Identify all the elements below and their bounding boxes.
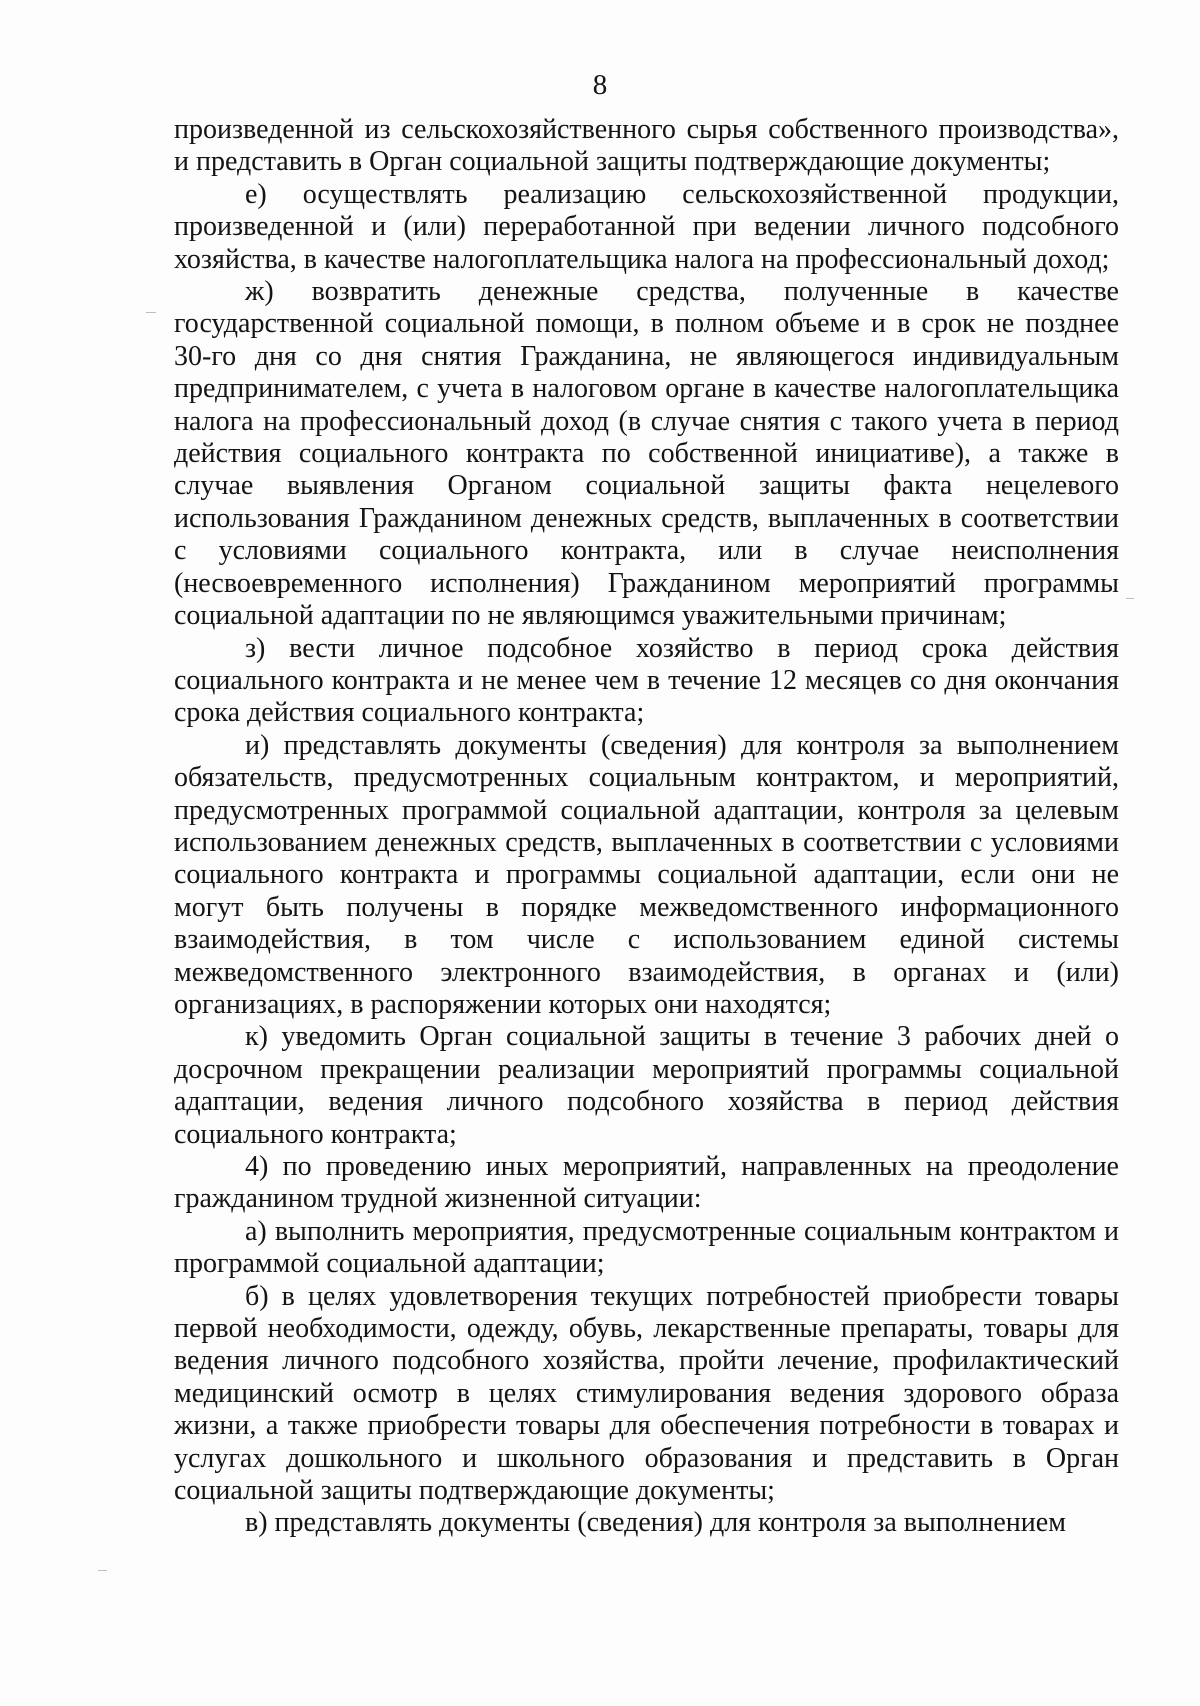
paragraph-item-a: а) выполнить мероприятия, предусмотренные социальным контрактом и программой социальной адаптации; [174,1215,1119,1280]
paragraph-item-i: и) представлять документы (сведения) для контроля за выполнением обязательств, предусмотренных социальным контрактом, и мероприятий, предусмотренных программой социальной адаптации, контроля за целевым использованием денежных средств, выплаченных в соответствии с условиями социального контракта и программы социальной адаптации, если они не могут быть получены в порядке межведомственного информационного взаимодействия, в том числе с использованием единой системы межведомственного электронного взаимодействия, в органах и (или) организациях, в распоряжении которых они находятся; [174,729,1119,1020]
scan-mark-lower-left [98,1570,107,1571]
paragraph-item-4: 4) по проведению иных мероприятий, направленных на преодоление гражданином трудной жизненной ситуации: [174,1151,1119,1215]
paragraph-item-zh: ж) возвратить денежные средства, полученные в качестве государственной социальной помощи, в полном объеме и в срок не позднее 30-го дня со дня снятия Гражданина, не являющегося индивидуальным предпринимателем, с учета в налоговом органе в качестве налогоплательщика налога на профессиональный доход (в случае снятия с такого учета в период действия социального контракта по собственной инициативе), а также в случае выявления Органом социальной защиты факта нецелевого использования Гражданином денежных средств, выплаченных в соответствии с условиями социального контракта, или в случае неисполнения (несвоевременного исполнения) Гражданином мероприятий программы социальной адаптации по не являющимся уважительными причинам; [174,276,1119,632]
paragraph-item-v: в) представлять документы (сведения) для контроля за выполнением [245,1507,1066,1539]
scan-mark-left [146,312,156,313]
page-number: 8 [592,69,608,101]
paragraph-item-e: е) осуществлять реализацию сельскохозяйственной продукции, произведенной и (или) переработанной при ведении личного подсобного хозяйства, в качестве налогоплательщика налога на профессиональный доход; [174,178,1119,275]
document-body [174,114,1119,1540]
paragraph-continuation: произведенной из сельскохозяйственного сырья собственного производства», и представить в Орган социальной защиты подтверждающие документы; [174,114,1119,178]
paragraph-item-z: з) вести личное подсобное хозяйство в период срока действия социального контракта и не менее чем в течение 12 месяцев со дня окончания срока действия социального контракта; [174,632,1119,729]
paragraph-item-k: к) уведомить Орган социальной защиты в течение 3 рабочих дней о досрочном прекращении реализации мероприятий программы социальной адаптации, ведения личного подсобного хозяйства в период действия социального контракта; [174,1021,1119,1150]
scan-mark-right [1126,598,1134,599]
paragraph-item-b: б) в целях удовлетворения текущих потребностей приобрести товары первой необходимости, одежду, обувь, лекарственные препараты, товары для ведения личного подсобного хозяйства, пройти лечение, профилактический медицинский осмотр в целях стимулирования ведения здорового образа жизни, а также приобрести товары для обеспечения потребности в товарах и услугах дошкольного и школьного образования и представить в Орган социальной защиты подтверждающие документы; [174,1280,1119,1507]
